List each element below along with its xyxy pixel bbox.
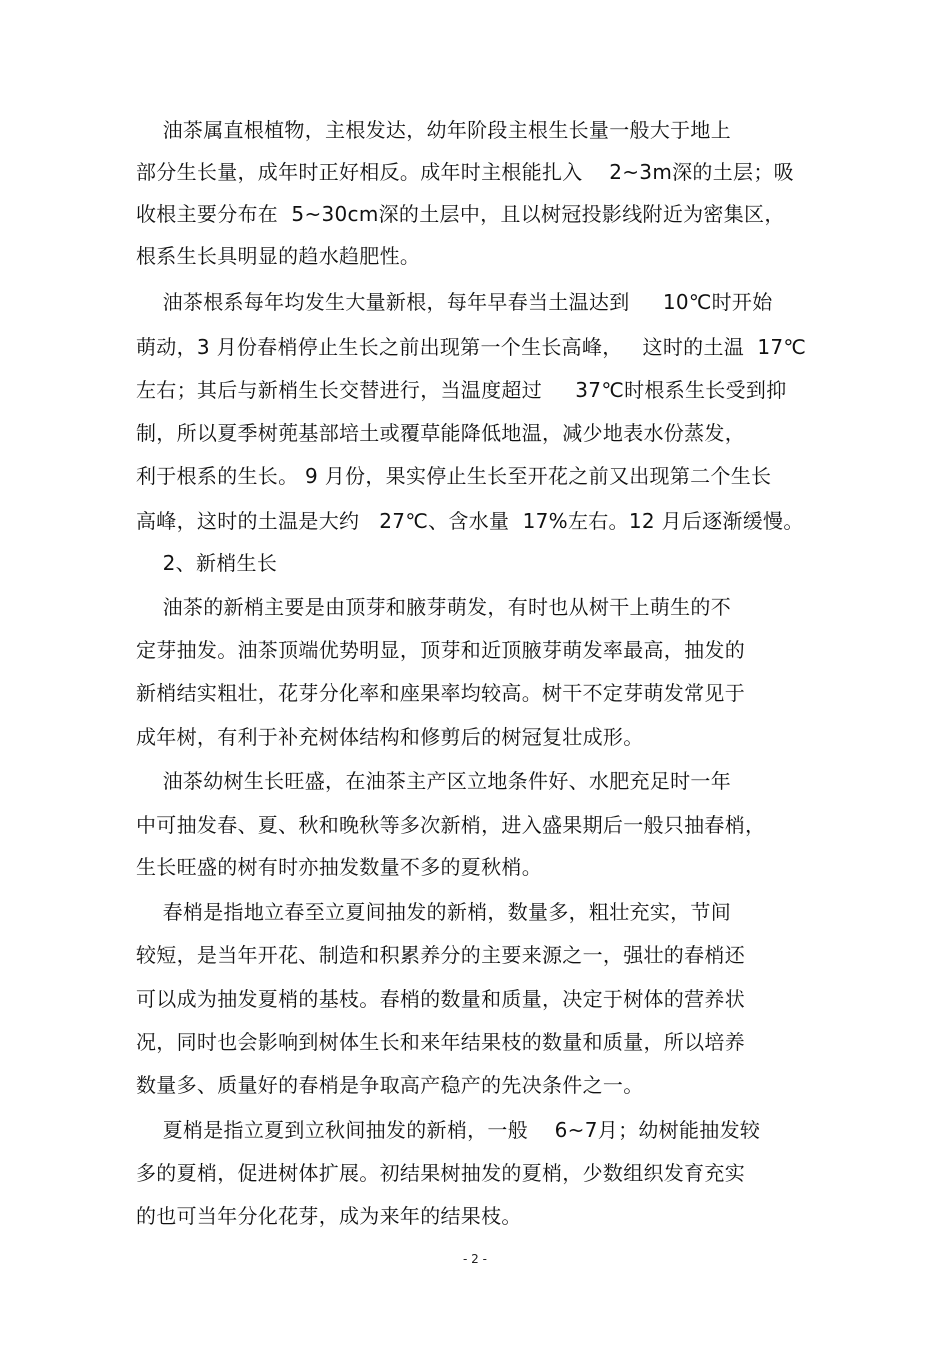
text-line: 可以成为抽发夏梢的基枝。春梢的数量和质量，决定于树体的营养状 <box>136 987 745 1011</box>
text-line: 油茶根系每年均发生大量新根，每年早春当土温达到 10℃时开始 <box>136 290 773 314</box>
text-line: 部分生长量，成年时正好相反。成年时主根能扎入 2~3m深的土层；吸 <box>136 160 794 184</box>
text-line: 利于根系的生长。 9 月份，果实停止生长至开花之前又出现第二个生长 <box>136 464 772 488</box>
section-heading: 2、新梢生长 <box>136 551 278 575</box>
text-line: 较短，是当年开花、制造和积累养分的主要来源之一，强壮的春梢还 <box>136 943 745 967</box>
text-line: 春梢是指地立春至立夏间抽发的新梢，数量多，粗壮充实，节间 <box>136 900 732 924</box>
text-line: 油茶属直根植物，主根发达，幼年阶段主根生长量一般大于地上 <box>136 118 732 142</box>
text-line: 左右；其后与新梢生长交替进行，当温度超过 37℃时根系生长受到抑 <box>136 378 787 402</box>
page-number: - 2 - <box>463 1252 487 1266</box>
text-line: 数量多、质量好的春梢是争取高产稳产的先决条件之一。 <box>136 1073 644 1097</box>
text-line: 新梢结实粗壮，花芽分化率和座果率均较高。树干不定芽萌发常见于 <box>136 681 745 705</box>
text-line: 高峰，这时的土温是大约 27℃、含水量 17%左右。12 月后逐渐缓慢。 <box>136 509 804 533</box>
text-line: 况，同时也会影响到树体生长和来年结果枝的数量和质量，所以培养 <box>136 1030 745 1054</box>
text-line: 萌动，3 月份春梢停止生长之前出现第一个生长高峰， 这时的土温 17℃ <box>136 335 807 359</box>
text-line: 生长旺盛的树有时亦抽发数量不多的夏秋梢。 <box>136 855 542 879</box>
text-line: 的也可当年分化花芽，成为来年的结果枝。 <box>136 1204 522 1228</box>
text-line: 油茶的新梢主要是由顶芽和腋芽萌发，有时也从树干上萌生的不 <box>136 595 732 619</box>
text-line: 制，所以夏季树蔸基部培土或覆草能降低地温，减少地表水份蒸发， <box>136 421 745 445</box>
text-line: 根系生长具明显的趋水趋肥性。 <box>136 244 421 268</box>
text-line: 成年树，有利于补充树体结构和修剪后的树冠复壮成形。 <box>136 725 644 749</box>
text-line: 夏梢是指立夏到立秋间抽发的新梢，一般 6~7月；幼树能抽发较 <box>136 1118 761 1142</box>
text-line: 多的夏梢，促进树体扩展。初结果树抽发的夏梢，少数组织发育充实 <box>136 1161 745 1185</box>
text-line: 收根主要分布在 5~30cm深的土层中，且以树冠投影线附近为密集区， <box>136 202 785 226</box>
text-line: 中可抽发春、夏、秋和晚秋等多次新梢，进入盛果期后一般只抽春梢， <box>136 813 766 837</box>
text-line: 油茶幼树生长旺盛，在油茶主产区立地条件好、水肥充足时一年 <box>136 769 732 793</box>
text-line: 定芽抽发。油茶顶端优势明显，顶芽和近顶腋芽萌发率最高，抽发的 <box>136 638 745 662</box>
